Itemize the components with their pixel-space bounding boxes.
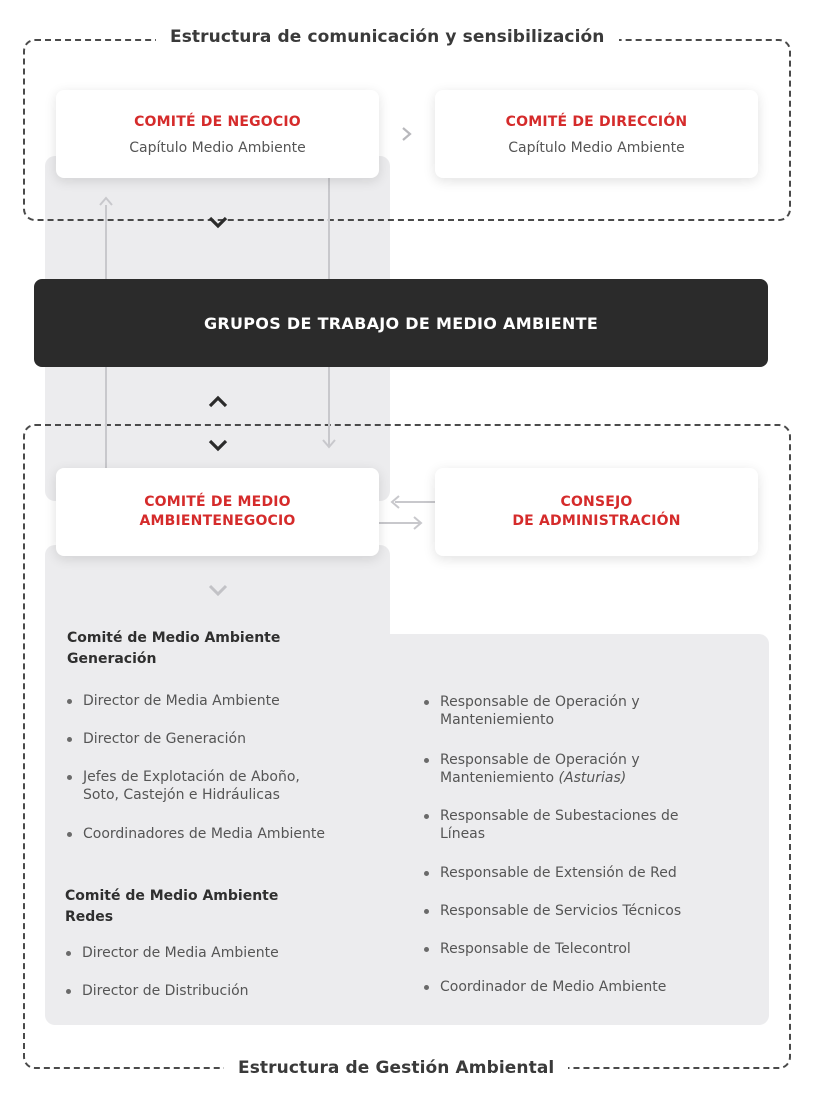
chevron-down-icon	[207, 583, 229, 597]
generacion-heading: Comité de Medio Ambiente Generación	[67, 630, 281, 667]
comite-medio-ambiente-card	[56, 468, 379, 556]
list-item: Director de Media Ambiente	[66, 944, 279, 962]
comite-medio-ambiente-title: COMITÉ DE MEDIO AMBIENTENEGOCIO	[139, 494, 296, 529]
chevron-up-icon	[207, 395, 229, 409]
communication-structure-title: Estructura de comunicación y sensibilización	[156, 27, 619, 47]
list-item: Director de Media Ambiente	[67, 692, 280, 710]
list-item: Coordinador de Medio Ambiente	[424, 978, 666, 996]
arrow-left-icon	[389, 495, 401, 509]
grupos-trabajo-label: GRUPOS DE TRABAJO DE MEDIO AMBIENTE	[203, 313, 599, 333]
consejo-administracion-title: CONSEJO DE ADMINISTRACIÓN	[512, 494, 681, 529]
list-item: Jefes de Explotación de Aboño, Soto, Castejón e Hidráulicas	[67, 768, 300, 804]
chevron-down-icon	[207, 215, 229, 229]
chevron-right-icon	[401, 126, 413, 142]
list-item: Responsable de Extensión de Red	[424, 864, 677, 882]
chevron-down-icon	[207, 438, 229, 452]
redes-heading: Comité de Medio Ambiente Redes	[65, 888, 279, 925]
comite-negocio-title: COMITÉ DE NEGOCIO	[134, 113, 301, 130]
list-item: Director de Generación	[67, 730, 246, 748]
list-item-text: Responsable de Operación y Manteniemiento	[440, 752, 640, 786]
list-item: Responsable de Servicios Técnicos	[424, 902, 681, 920]
comite-negocio-card	[56, 90, 379, 178]
consejo-administracion-card	[435, 468, 758, 556]
arrow-up-icon	[99, 195, 113, 207]
list-item-italic: (Asturias)	[558, 770, 627, 786]
list-item: Responsable de Subestaciones de Líneas	[424, 807, 679, 843]
arrow-left-line	[395, 501, 435, 503]
list-item	[424, 751, 640, 787]
arrow-down-icon	[322, 438, 336, 450]
list-item: Responsable de Telecontrol	[424, 940, 631, 958]
management-structure-title: Estructura de Gestión Ambiental	[224, 1058, 568, 1078]
list-item: Director de Distribución	[66, 982, 249, 1000]
comite-direccion-subtitle: Capítulo Medio Ambiente	[508, 139, 685, 156]
list-item: Responsable de Operación y Manteniemiento	[424, 693, 640, 729]
comite-direccion-title: COMITÉ DE DIRECCIÓN	[505, 113, 688, 130]
list-item: Coordinadores de Media Ambiente	[67, 825, 325, 843]
comite-direccion-card	[435, 90, 758, 178]
arrow-right-icon	[412, 516, 424, 530]
grupos-trabajo-band	[34, 279, 768, 367]
comite-negocio-subtitle: Capítulo Medio Ambiente	[129, 139, 306, 156]
